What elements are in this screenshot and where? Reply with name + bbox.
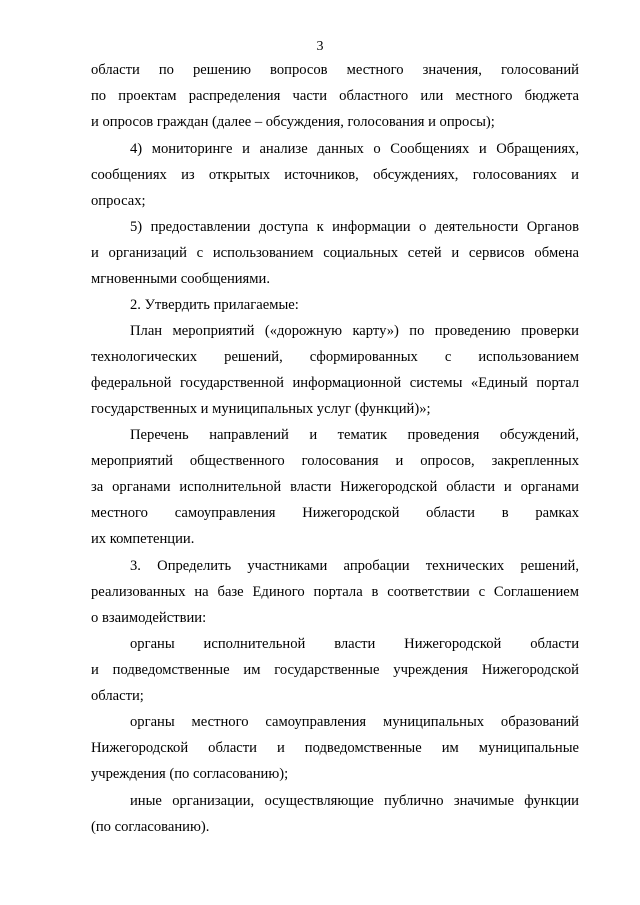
text-line: Нижегородской области и подведомственные им муниципальные: [91, 740, 579, 756]
text-line: 3. Определить участниками апробации технических решений,: [130, 558, 579, 574]
text-line: учреждения (по согласованию);: [91, 766, 289, 782]
text-line: опросах;: [91, 193, 146, 209]
text-line: местного самоуправления Нижегородской области в рамках: [91, 505, 579, 521]
text-line: области по решению вопросов местного значения, голосований: [91, 62, 579, 78]
text-line: органы местного самоуправления муниципальных образований: [130, 714, 579, 730]
text-line: мгновенными сообщениями.: [91, 271, 270, 287]
text-line: реализованных на базе Единого портала в соответствии с Соглашением: [91, 584, 579, 600]
text-line: и опросов граждан (далее – обсуждения, голосования и опросы);: [91, 114, 495, 130]
text-line: технологических решений, сформированных с использованием: [91, 349, 579, 365]
text-line: органы исполнительной власти Нижегородской области: [130, 636, 579, 652]
text-line: федеральной государственной информационной системы «Единый портал: [91, 375, 579, 391]
text-line: сообщениях из открытых источников, обсуждениях, голосованиях и: [91, 167, 579, 183]
text-line: за органами исполнительной власти Нижегородской области и органами: [91, 479, 579, 495]
text-line: Перечень направлений и тематик проведения обсуждений,: [130, 427, 579, 443]
text-line: и подведомственные им государственные учреждения Нижегородской: [91, 662, 579, 678]
text-line: их компетенции.: [91, 531, 195, 547]
text-line: области;: [91, 688, 144, 704]
page-number: 3: [316, 39, 324, 54]
text-line: 2. Утвердить прилагаемые:: [130, 297, 299, 313]
text-line: государственных и муниципальных услуг (функций)»;: [91, 401, 431, 417]
text-line: иные организации, осуществляющие публично значимые функции: [130, 793, 579, 809]
text-line: мероприятий общественного голосования и опросов, закрепленных: [91, 453, 579, 469]
text-line: План мероприятий («дорожную карту») по проведению проверки: [130, 323, 579, 339]
text-line: 4) мониторинге и анализе данных о Сообщениях и Обращениях,: [130, 141, 579, 157]
text-line: о взаимодействии:: [91, 610, 207, 626]
text-line: по проектам распределения части областного или местного бюджета: [91, 88, 579, 104]
text-line: 5) предоставлении доступа к информации о деятельности Органов: [130, 219, 579, 235]
text-line: и организаций с использованием социальных сетей и сервисов обмена: [91, 245, 579, 261]
text-line: (по согласованию).: [91, 819, 210, 835]
